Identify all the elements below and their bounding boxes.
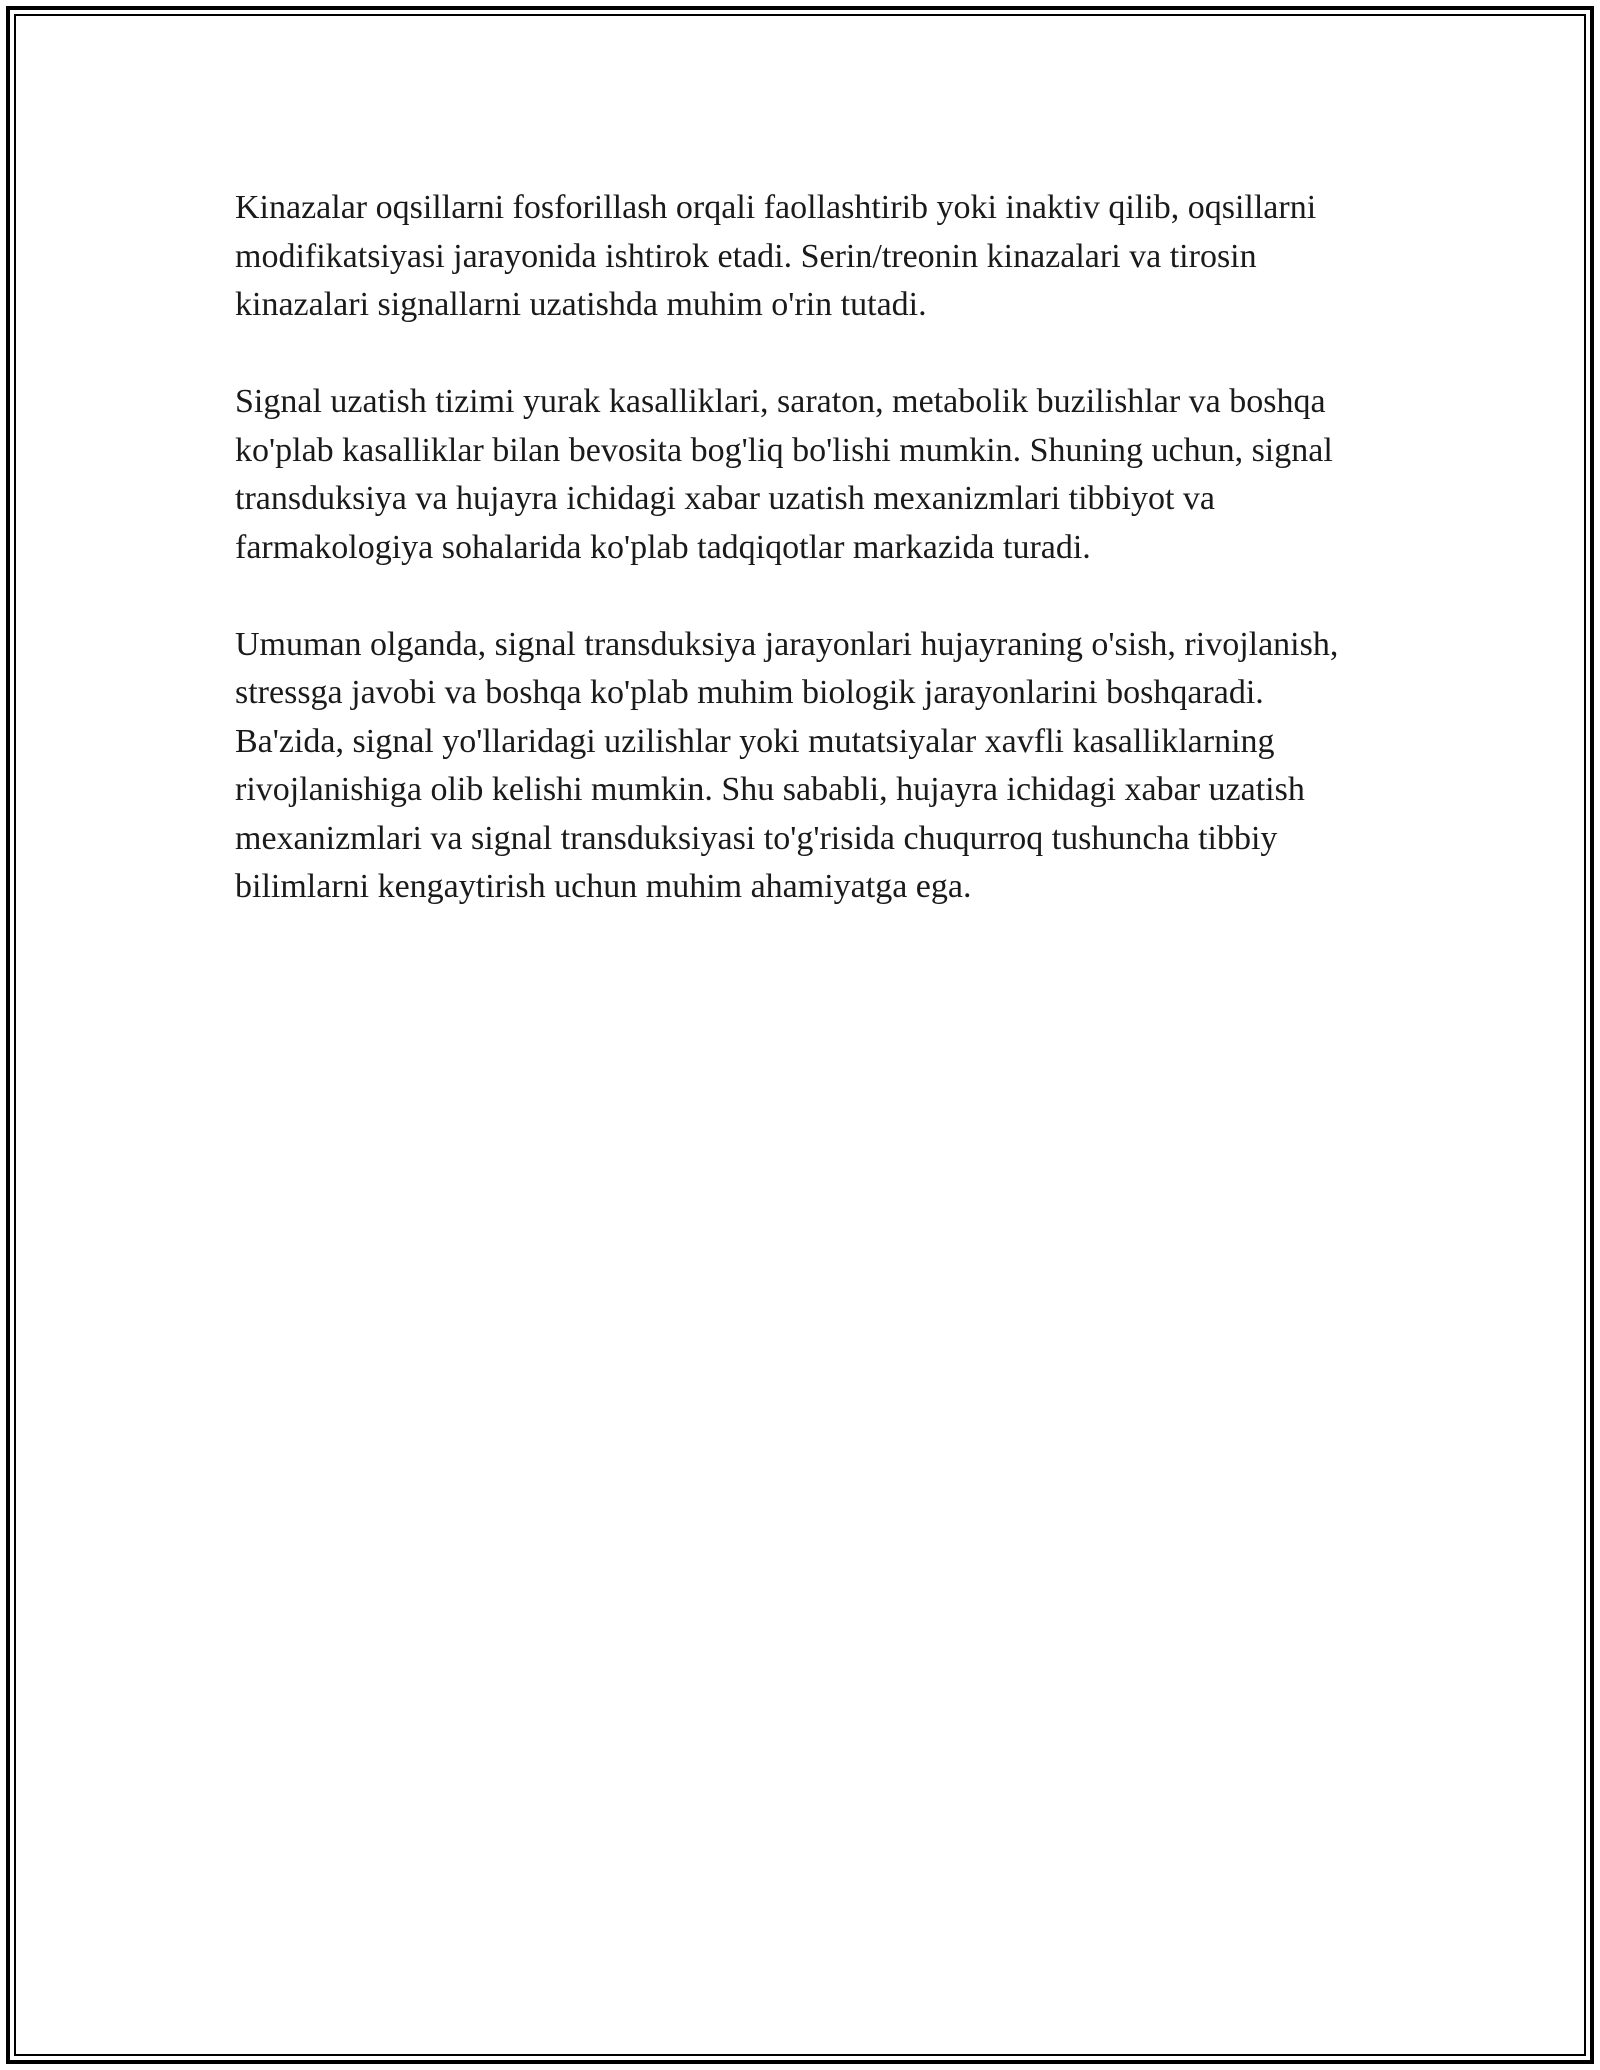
document-body (235, 184, 1365, 960)
paragraph-kinases: Kinazalar oqsillarni fosforillash orqali faollashtirib yoki inaktiv qilib, oqsillarni modifikatsiyasi jarayonida ishtirok etadi. Serin/treonin kinazalari va tirosin kinazalari signallarni uzatishda muhim o'rin tutadi. (235, 189, 1317, 323)
paragraph-diseases: Signal uzatish tizimi yurak kasalliklari, saraton, metabolik buzilishlar va boshqa ko'plab kasalliklar bilan bevosita bog'liq bo'lishi mumkin. Shuning uchun, signal transduksiya va hujayra ichidagi xabar uzatish mexanizmlari tibbiyot va farmakologiya sohalarida ko'plab tadqiqotlar markazida turadi. (235, 383, 1333, 566)
paragraph-summary: Umuman olganda, signal transduksiya jarayonlari hujayraning o'sish, rivojlanish, stressga javobi va boshqa ko'plab muhim biologik jarayonlarini boshqaradi. Ba'zida, signal yo'llaridagi uzilishlar yoki mutatsiyalar xavfli kasalliklarning rivojlanishiga olib kelishi mumkin. Shu sababli, hujayra ichidagi xabar uzatish mexanizmlari va signal transduksiyasi to'g'risida chuqurroq tushuncha tibbiy bilimlarni kengaytirish uchun muhim ahamiyatga ega. (235, 625, 1339, 905)
